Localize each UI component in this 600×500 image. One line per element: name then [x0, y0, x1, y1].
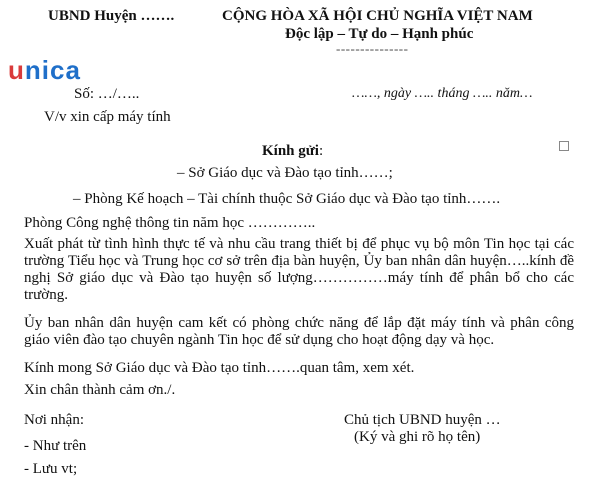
- document-number: Số: …/…..: [74, 86, 140, 102]
- logo-letters-nica: nica: [24, 55, 81, 85]
- checkbox-square-icon: [559, 141, 569, 151]
- body-paragraph: Phòng Công nghệ thông tin năm học …………..: [24, 215, 316, 231]
- salutation-label: Kính gửi: [262, 143, 319, 159]
- body-paragraph: Ủy ban nhân dân huyện cam kết có phòng chức năng để lắp đặt máy tính và phân công giáo viên đào tạo chuyên ngành Tin học để sử dụng cho hoạt động dạy và học.: [24, 315, 574, 348]
- body-paragraph: Kính mong Sở Giáo dục và Đào tạo tỉnh…….quan tâm, xem xét.: [24, 360, 415, 376]
- signer-title: Chủ tịch UBND huyện …: [344, 412, 501, 428]
- national-motto: Độc lập – Tự do – Hạnh phúc: [285, 26, 474, 42]
- issuing-authority: UBND Huyện …….: [48, 8, 175, 24]
- body-paragraph: Xin chân thành cảm ơn./.: [24, 382, 176, 398]
- national-title: CỘNG HÒA XÃ HỘI CHỦ NGHĨA VIỆT NAM: [222, 8, 533, 24]
- header-divider: ---------------: [336, 41, 409, 56]
- document-date: ……, ngày ….. tháng ….. năm…: [352, 86, 533, 101]
- recipient-list-item: - Lưu vt;: [24, 461, 78, 477]
- recipients-label: Nơi nhận:: [24, 412, 85, 428]
- document-subject: V/v xin cấp máy tính: [44, 109, 171, 125]
- signature-note: (Ký và ghi rõ họ tên): [354, 429, 481, 445]
- recipient-line: – Sở Giáo dục và Đào tạo tỉnh……;: [177, 165, 393, 181]
- salutation-colon: :: [318, 143, 324, 159]
- body-paragraph: Xuất phát từ tình hình thực tế và nhu cầu trang thiết bị để phục vụ bộ môn Tin học tại các trường Tiểu học và Trung học cơ sở trên địa bàn huyện, Ủy ban nhân dân huyện…..kính đề nghị Sở giáo dục và Đào tạo huyện số lượng……………máy tính để phân bổ cho các trường.: [24, 236, 574, 303]
- recipient-list-item: - Như trên: [24, 438, 87, 454]
- logo-letter-u: u: [8, 55, 25, 85]
- recipient-line: – Phòng Kế hoạch – Tài chính thuộc Sở Giáo dục và Đào tạo tỉnh…….: [73, 191, 501, 207]
- salutation: [262, 143, 323, 160]
- unica-watermark-logo: [8, 55, 81, 86]
